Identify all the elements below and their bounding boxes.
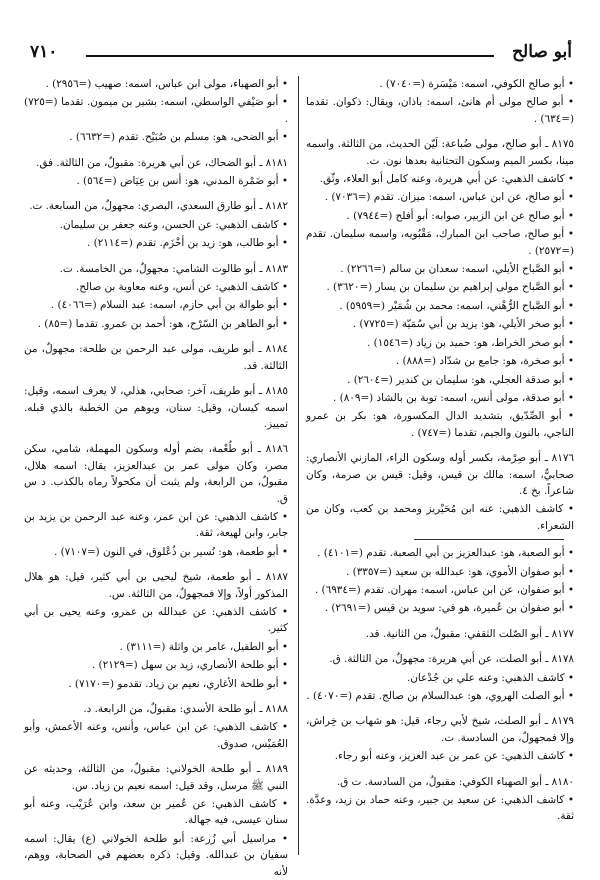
left-column xyxy=(24,76,288,878)
cross-reference-entry: • أبو صفوان، عن ابن عباس، اسمه: مهران. تقدم (=٦٩٣٤) . xyxy=(314,583,574,596)
cross-reference-entry: • أبو صالح عن ابن الزبير، صوابه: أبو أفلح (=٧٩٤٤) . xyxy=(346,209,574,222)
cross-reference-entry: • أبو الطفيل، عامر بن واثلة (=٣١١١) . xyxy=(119,640,288,653)
cross-reference-entry: • كاشف الذهبي: عن عُمير بن سعد، وابن عُرَيْب، وعنه أبو سنان عيسى، فيه جهالة. xyxy=(24,798,288,827)
column-divider xyxy=(298,76,299,855)
cross-reference-entry: • أبو الضحى، هو: مسلم بن صُبَيْح. تقدم (=٦٦٣٢) . xyxy=(69,131,288,144)
numbered-entry: ٨١٧٨ ـ أبو الصلت، عن أبي هريرة: مجهولٌ، من الثالثة. ق. xyxy=(329,653,574,666)
cross-reference-entry: • كاشف الذهبي: عن عمر بن عبد العزيز، وعنه أبو رجاء. xyxy=(334,750,574,763)
numbered-entry: ٨١٨٠ ـ أبو الصهباء الكوفي: مقبولٌ، من السادسة. ت ق. xyxy=(336,775,574,788)
cross-reference-entry: • أبو صالح مولى أم هانئ، اسمه: باذان، ويقال: ذكوان. تقدما (=٦٣٤) . xyxy=(306,96,574,125)
cross-reference-entry: • أبو صفوان الأموي، هو: عبدالله بن سعيد (=٣٣٥٧) . xyxy=(346,565,574,578)
numbered-entry: ٨١٨٧ ـ أبو طعمة، شيخ ليحيى بن أبي كثير، قيل: هو هلال المذكور أولاً، وإلا فمجهولٌ، من الثالثة. س. xyxy=(24,571,288,600)
cross-reference-entry: • أبو الصَّباح مولى إبراهيم بن سليمان بن يسار (=٣٦٢٠) . xyxy=(326,281,574,294)
numbered-entry: ٨١٨٤ ـ أبو طريف، مولى عبد الرحمن بن طلحة: مجهولٌ، من الثالثة. قد. xyxy=(24,343,288,372)
cross-reference-entry: • أبو الطاهر بن السّرْح، هو: أحمد بن عمرو. تقدما (=٨٥) . xyxy=(37,317,288,330)
numbered-entry: ٨١٨٥ ـ أبو طريف، آخر: صحابي، هذلي، لا يعرف اسمه، وقيل: اسمه كيسان، وقيل: سنان، ويوهم من الخطبة بالذي قبله. تمييز. xyxy=(24,385,288,430)
numbered-entry: ٨١٨٦ ـ أبو طُعْمة، بضم أوله وسكون المهملة، شامي، سكن مصر، وكان مولى عمر بن عبدالعزيز، يقال: اسمه هلال، مقبولٌ، من الرابعة، ولم يثبت أن مكحولاً رماه بالكذب. د س ق. xyxy=(24,443,288,505)
cross-reference-entry: • أبو طلحة الأغاري، نعيم بن زياد. تقدمو (=٧١٧٠) . xyxy=(68,677,288,690)
cross-reference-entry: • كاشف الذهبي: عن ابن عمر، وعنه عبد الرحمن بن يزيد بن جابر، وابن لهيعة، ثقة. xyxy=(24,510,288,540)
cross-reference-entry: • كاشف الذهبي: عن سعيد بن جبير، وعنه حماد بن زيد، وعدَّة. ثقة. xyxy=(306,794,574,823)
cross-reference-entry: • أبو طعمة، هو: نُسير بن ذُعْلوق، في النون (=٧١٠٧) . xyxy=(53,545,288,558)
numbered-entry: ٨١٧٩ ـ أبو الصلت، شيخ لأبي رجاء، قيل: هو شهاب بن خِراش، وإلا فمجهولٌ، من السادسة. ت. xyxy=(306,715,574,744)
running-title: أبو صالح xyxy=(512,42,572,62)
numbered-entry: ٨١٨٨ ـ أبو طلحة الأسدي: مقبولٌ، من الرابعة. د. xyxy=(83,703,288,715)
cross-reference-entry: • أبو صالح الكوفي، اسمه: مَيْسَرة (=٧٠٤٠) . xyxy=(379,78,574,90)
cross-reference-entry: • كاشف الذهبي: عن أنس، وعنه معاوية بن صالح. xyxy=(75,281,288,294)
cross-reference-entry: • أبو صخر الأيلي، هو: يزيد بن أبي سُمَيّة (=٧٧٢٥) . xyxy=(352,318,574,331)
cross-reference-entry: • أبو الصَّباح الأيلي، اسمه: سعدان بن سالم (=٢٢٦٦) . xyxy=(340,263,574,276)
numbered-entry: ٨١٨١ ـ أبو الضحاك، عن أبي هريرة: مقبولٌ، من الثالثة. فق. xyxy=(36,156,288,169)
cross-reference-entry: • أبو صدقة، مولى أنس، اسمه: توبة بن بالشاد (=٨٠٩) . xyxy=(333,391,574,404)
cross-reference-entry: • أبو صدقة العجلي، هو: سليمان بن كندير (=٢٦٠٤) . xyxy=(347,373,574,386)
cross-reference-entry: • أبو طوالة بن أبي حازم، اسمه: عبد السلام (=٤٠٦٦) . xyxy=(50,299,288,312)
section-rule xyxy=(414,539,564,540)
numbered-entry: ٨١٧٥ ـ أبو صالح، مولى ضُباعة: لَيّن الحديث، من الثالثة. واسمه مينا، بكسر الميم وسكون التحتانية بعدها نون. ت. xyxy=(306,138,574,167)
numbered-entry: ٨١٧٧ ـ أبو الصّلت الثقفي: مقبولٌ، من الثانية. قد. xyxy=(365,627,574,640)
cross-reference-entry: • أبو صالح، صاحب ابن المبارك، مَقْبُويه، واسمه سليمان. تقدم (=٢٥٧٢) . xyxy=(306,228,574,257)
cross-reference-entry: • أبو صخرة، هو: جامع بن شدّاد (=٨٨٨) . xyxy=(395,355,574,368)
cross-reference-entry: • أبو الصَّباح الرُّهْني، اسمه: محمد بن شُمَيْر (=٥٩٥٩) . xyxy=(339,299,574,312)
right-column xyxy=(306,76,574,865)
cross-reference-entry: • أبو صخر الخراط، هو: حميد بن زياد (=١٥٤٦) . xyxy=(367,336,574,349)
page-header xyxy=(30,38,572,72)
cross-reference-entry: • أبو ضَمْرة المدني، هو: أنس بن عِيَاض (=٥٦٤) . xyxy=(76,175,288,188)
cross-reference-entry: • كاشف الذهبي: عن الحسن، وعنه جعفر بن سليمان. xyxy=(59,218,288,231)
page-number: ٧١٠ xyxy=(30,42,58,62)
cross-reference-entry: • كاشف الذهبي: عن عبدالله بن عمرو، وعنه يحيى بن أبي كثير. xyxy=(24,605,288,635)
cross-reference-entry: • أبو الصلت الهروي، هو: عبدالسلام بن صالح. تقدم (=٤٠٧٠) . xyxy=(306,690,574,702)
header-rule xyxy=(86,55,494,57)
cross-reference-entry: • أبو الصِّدّيق، بتشديد الدال المكسورة، هو: بكر بن عمرو الناجي، بالنون والجيم، تقدما (=٧٤٧) . xyxy=(306,410,574,439)
cross-reference-entry: • أبو صالح، عن ابن عباس، اسمه: ميزان. تقدم (=٧٠٣٦) . xyxy=(324,191,574,204)
numbered-entry: ٨١٧٦ ـ أبو صِرْمة، بكسر أوله وسكون الراء، المازني الأنصاري: صحابيٌّ، اسمه: مالك بن قيس، وقيل: قيس بن صرمة، وكان شاعراً. بخ ٤. xyxy=(306,452,574,497)
numbered-entry: ٨١٨٣ ـ أبو طالوت الشامي: مجهولٌ، من الخامسة. ت. xyxy=(59,262,288,275)
cross-reference-entry: • أبو الصعبة، هو: عبدالعزيز بن أبي الصعبة. تقدم (=٤١٠١) . xyxy=(317,547,574,560)
numbered-entry: ٨١٨٩ ـ أبو طلحة الخولاني: مقبولٌ، من الثالثة، وحديثه عن النبي ﷺ مرسل، وقد قيل: اسمه نعيم بن زياد. س. xyxy=(24,763,288,792)
cross-reference-entry: • أبو صَيْفي الواسطي، اسمه: بشير بن ميمون. تقدما (=٧٢٥) . xyxy=(24,96,288,125)
cross-reference-entry: • كاشف الذهبي: عن أبي هريرة، وعنه كامل أبو العلاء، وثّق. xyxy=(319,173,574,186)
cross-reference-entry: • كاشف الذهبي: عنه ابن مُحَيْريز ومحمد بن كعب، وكان من الشعراء. xyxy=(306,503,574,532)
cross-reference-entry: • أبو صفوان بن عُميرة، هو في: سويد بن قيس (=٢٦٩١) . xyxy=(324,602,574,615)
cross-reference-entry: • كاشف الذهبي: عن ابن عباس، وأنس، وعنه الأعمش، وأبو العُمَيْس، صدوق. xyxy=(24,721,288,750)
cross-reference-entry: • أبو الصهباء، مولى ابن عباس، اسمه: صهيب (=٢٩٥٦) . xyxy=(45,78,288,90)
cross-reference-entry: • أبو طالب، هو: زيد بن أخْزَم. تقدم (=٢١١٤) . xyxy=(87,237,288,250)
cross-reference-entry: • أبو طلحة الأنصاري، زيد بن سهل (=٢١٢٩) . xyxy=(91,659,288,672)
cross-reference-entry: • مراسيل أبي زُرعة: أبو طلحة الخولاني (ع) يقال: اسمه سفيان بن عبدالله. وقيل: ذكره بعضهم في الصحابة، ووهم، لأنه xyxy=(24,832,288,878)
cross-reference-entry: • كاشف الذهبي: وعنه علي بن جُدْعان. xyxy=(406,671,574,684)
numbered-entry: ٨١٨٢ ـ أبو طارق السعدي، البصري: مجهولٌ، من السابعة. ت. xyxy=(29,200,288,213)
